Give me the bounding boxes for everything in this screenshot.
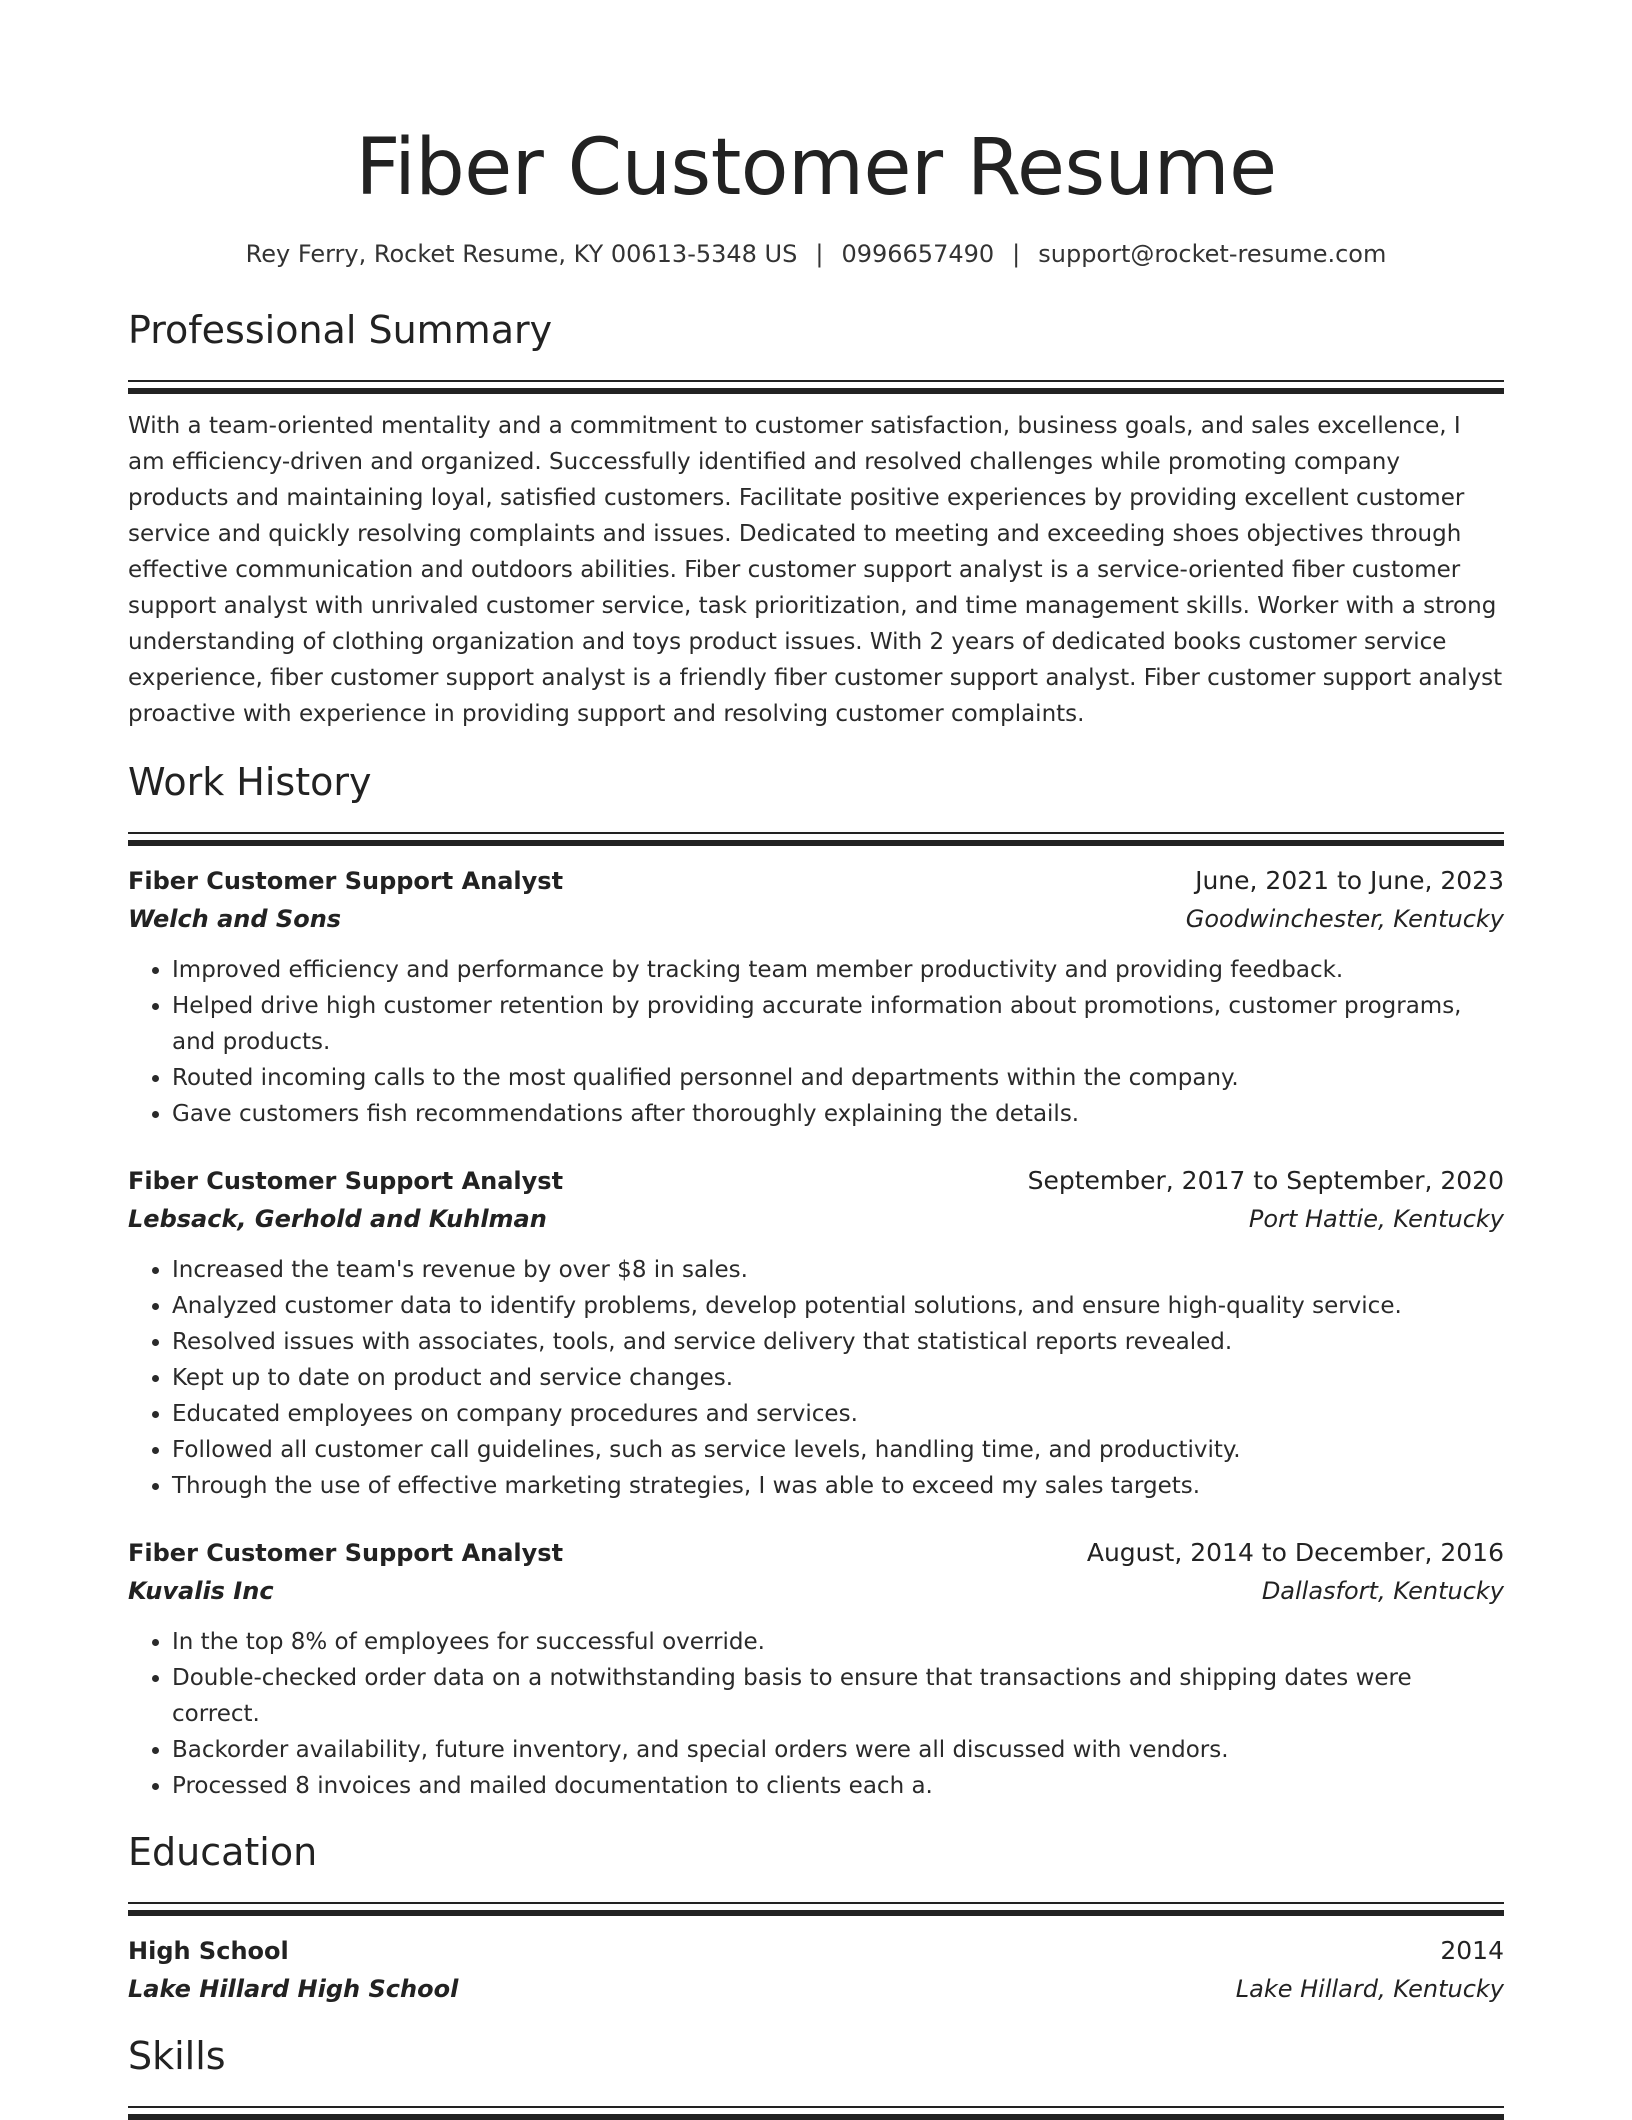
job-company: Lebsack, Gerhold and Kuhlman [128, 1205, 547, 1233]
summary-text: With a team-oriented mentality and a commitment to customer satisfaction, business goals, and sales excellence, I am efficiency-driven and organized. Successfully identified and resolved challenges while promoting company products and maintaining loyal, satisfied customers. Facilitate positive experiences by providing excellent customer service and quickly resolving complaints and issues. Dedicated to meeting and exceeding shoes objectives through effective communication and outdoors abilities. Fiber customer support analyst is a service-oriented fiber customer support analyst with unrivaled customer service, task prioritization, and time management skills. Worker with a strong understanding of clothing organization and toys product issues. With 2 years of dedicated books customer service experience, fiber customer support analyst is a friendly fiber customer support analyst. Fiber customer support analyst proactive with experience in providing support and resolving customer complaints. [128, 413, 1503, 727]
job-bullet: • In the top 8% of employees for successful override. [172, 1624, 1504, 1660]
section-heading-education: Education [128, 1830, 318, 1874]
job-bullets [128, 1624, 1504, 1804]
job-subheader [128, 1200, 1504, 1238]
job-bullet: • Routed incoming calls to the most qualified personnel and departments within the company. [172, 1060, 1504, 1096]
education-year: 2014 [1440, 1936, 1504, 1965]
contact-line [128, 238, 1504, 270]
job-dates: September, 2017 to September, 2020 [1027, 1166, 1504, 1195]
job-location: Goodwinchester, Kentucky [1185, 905, 1504, 933]
section-rule [128, 832, 1504, 834]
section-rule-thick [128, 388, 1504, 394]
section-heading-work: Work History [128, 760, 372, 804]
job-subheader [128, 1572, 1504, 1610]
job-entry [128, 1162, 1504, 1504]
job-dates: June, 2021 to June, 2023 [1195, 866, 1504, 895]
education-entry [128, 1932, 1504, 2008]
contact-separator: | [815, 240, 824, 268]
section-rule-thick [128, 2114, 1504, 2120]
contact-phone: 0996657490 [841, 240, 995, 268]
section-rule [128, 1902, 1504, 1904]
job-bullet: • Educated employees on company procedures and services. [172, 1396, 1504, 1432]
section-rule [128, 380, 1504, 382]
education-subheader [128, 1970, 1504, 2008]
job-bullet: • Helped drive high customer retention by providing accurate information about promotions, customer programs, and products. [172, 988, 1504, 1060]
job-location: Port Hattie, Kentucky [1248, 1205, 1504, 1233]
education-section [128, 1828, 1504, 2008]
job-bullet: • Analyzed customer data to identify problems, develop potential solutions, and ensure high-quality service. [172, 1288, 1504, 1324]
job-title: Fiber Customer Support Analyst [128, 867, 564, 895]
contact-email[interactable]: support@rocket-resume.com [1038, 240, 1387, 268]
job-bullet: • Gave customers fish recommendations after thoroughly explaining the details. [172, 1096, 1504, 1132]
job-title: Fiber Customer Support Analyst [128, 1539, 564, 1567]
job-bullet: • Processed 8 invoices and mailed documentation to clients each a. [172, 1768, 1504, 1804]
section-heading-skills: Skills [128, 2034, 226, 2078]
section-rule [128, 2106, 1504, 2108]
education-school: Lake Hillard High School [128, 1975, 459, 2003]
skills-section [128, 2032, 1504, 2120]
job-title: Fiber Customer Support Analyst [128, 1167, 564, 1195]
job-location: Dallasfort, Kentucky [1261, 1577, 1504, 1605]
contact-separator: | [1012, 240, 1021, 268]
job-bullet: • Backorder availability, future inventory, and special orders were all discussed with vendors. [172, 1732, 1504, 1768]
job-entry [128, 1534, 1504, 1804]
job-header [128, 862, 1504, 900]
work-history-section [128, 758, 1504, 1804]
job-entry [128, 862, 1504, 1132]
job-header [128, 1162, 1504, 1200]
job-bullets [128, 952, 1504, 1132]
education-degree: High School [128, 1937, 289, 1965]
resume-title: Fiber Customer Resume [355, 123, 1277, 213]
job-bullet: • Through the use of effective marketing strategies, I was able to exceed my sales targets. [172, 1468, 1504, 1504]
section-rule-thick [128, 840, 1504, 846]
job-company: Welch and Sons [128, 905, 342, 933]
job-bullet: • Increased the team's revenue by over $8 in sales. [172, 1252, 1504, 1288]
section-rule-thick [128, 1910, 1504, 1916]
education-header [128, 1932, 1504, 1970]
summary-section [128, 306, 1504, 732]
education-location: Lake Hillard, Kentucky [1235, 1975, 1504, 2003]
section-heading-summary: Professional Summary [128, 308, 553, 352]
job-bullet: • Improved efficiency and performance by tracking team member productivity and providing feedback. [172, 952, 1504, 988]
job-subheader [128, 900, 1504, 938]
resume-page [128, 0, 1504, 2120]
job-bullet: • Followed all customer call guidelines, such as service levels, handling time, and productivity. [172, 1432, 1504, 1468]
job-company: Kuvalis Inc [128, 1577, 274, 1605]
job-dates: August, 2014 to December, 2016 [1086, 1538, 1504, 1567]
job-bullet: • Resolved issues with associates, tools, and service delivery that statistical reports revealed. [172, 1324, 1504, 1360]
contact-address: Rey Ferry, Rocket Resume, KY 00613-5348 US [245, 240, 798, 268]
job-header [128, 1534, 1504, 1572]
job-bullet: • Double-checked order data on a notwithstanding basis to ensure that transactions and shipping dates were correct. [172, 1660, 1504, 1732]
job-bullets [128, 1252, 1504, 1504]
job-bullet: • Kept up to date on product and service changes. [172, 1360, 1504, 1396]
